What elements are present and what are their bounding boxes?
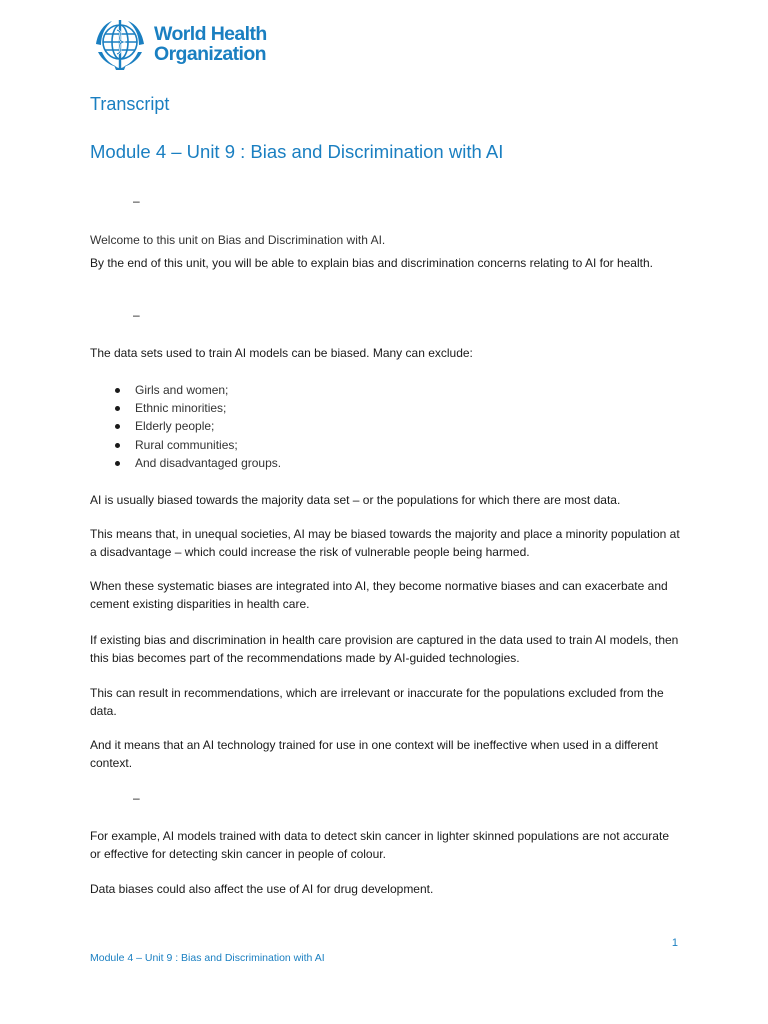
org-name-line1: World Health — [154, 23, 267, 45]
majority-paragraph: AI is usually biased towards the majority data set – or the populations for which there are most data. — [90, 493, 621, 507]
separator-dash: – — [133, 194, 140, 208]
page-number: 1 — [671, 937, 678, 949]
list-item — [90, 399, 281, 417]
footer-label: Module 4 – Unit 9 : Bias and Discrimination with AI — [90, 952, 325, 964]
document-type: Transcript — [90, 94, 170, 114]
list-item-label: Elderly people; — [135, 419, 215, 434]
separator-dash: – — [133, 308, 140, 322]
list-item-label: Rural communities; — [135, 437, 238, 452]
datasets-paragraph: The data sets used to train AI models can be biased. Many can exclude: — [90, 346, 473, 360]
bullet-icon — [115, 461, 120, 466]
list-item — [90, 436, 281, 454]
bullet-icon — [115, 424, 120, 429]
list-item — [90, 381, 281, 399]
org-name — [154, 24, 267, 64]
existing-bias-paragraph: If existing bias and discrimination in health care provision are captured in the data used to train AI models, then this bias becomes part of the recommendations made by AI-guided technologies. — [90, 633, 679, 665]
objective-paragraph: By the end of this unit, you will be able to explain bias and discrimination concerns relating to AI for health. — [90, 256, 653, 270]
list-item — [90, 454, 281, 472]
separator-dash: – — [133, 791, 140, 805]
welcome-paragraph: Welcome to this unit on Bias and Discrimination with AI. — [90, 233, 386, 247]
excluded-groups-list — [90, 381, 281, 472]
bullet-icon — [115, 406, 120, 411]
list-item-label: And disadvantaged groups. — [135, 455, 282, 470]
context-paragraph: And it means that an AI technology trained for use in one context will be ineffective when used in a different context. — [90, 738, 658, 770]
list-item-label: Ethnic minorities; — [135, 401, 227, 416]
bullet-icon — [115, 443, 120, 448]
unequal-paragraph: This means that, in unequal societies, AI may be biased towards the majority and place a minority population at a disadvantage – which could increase the risk of vulnerable people being harmed. — [90, 527, 680, 559]
bullet-icon — [115, 388, 120, 393]
example-paragraph: For example, AI models trained with data to detect skin cancer in lighter skinned populations are not accurate or effective for detecting skin cancer in people of colour. — [90, 829, 669, 861]
who-logo — [90, 14, 267, 74]
who-emblem-icon — [90, 14, 150, 74]
drugs-paragraph: Data biases could also affect the use of AI for drug development. — [90, 882, 434, 896]
org-name-line2: Organization — [154, 43, 266, 65]
list-item — [90, 417, 281, 435]
list-item-label: Girls and women; — [135, 383, 229, 397]
page-title: Module 4 – Unit 9 : Bias and Discrimination with AI — [90, 141, 504, 162]
systematic-paragraph: When these systematic biases are integrated into AI, they become normative biases and can exacerbate and cement existing disparities in health care. — [90, 579, 668, 611]
result-paragraph: This can result in recommendations, which are irrelevant or inaccurate for the populations excluded from the data. — [90, 686, 664, 718]
